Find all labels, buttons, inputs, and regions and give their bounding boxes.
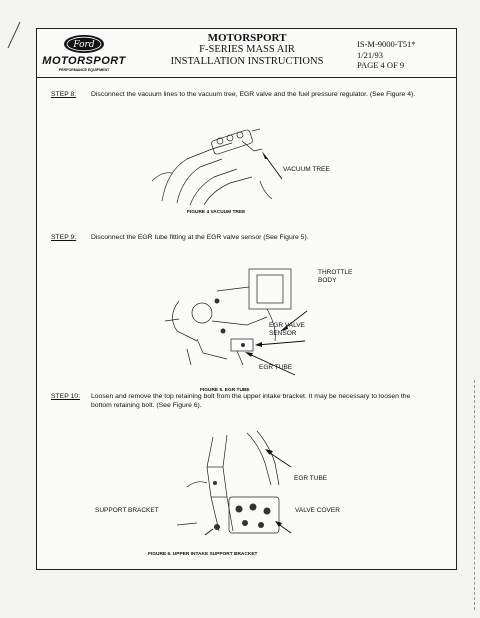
svg-text:MOTORSPORT: MOTORSPORT <box>42 55 126 67</box>
callout-vacuum-tree: VACUUM TREE <box>283 166 330 173</box>
doc-date: 1/21/93 <box>357 49 383 60</box>
title-line-2: F-SERIES MASS AIR <box>199 44 295 55</box>
title-line-3: INSTALLATION INSTRUCTIONS <box>170 56 324 67</box>
margin-mark <box>4 20 24 50</box>
step-text: Loosen and remove the top retaining bolt from the upper intake bracket. It may be necessary to loosen the bottom retaining bolt. (See Figure 6). <box>91 393 411 409</box>
callout-egr-valve-sensor: EGR VALVE SENSOR <box>269 322 305 337</box>
callout-egr-tube: EGR TUBE <box>259 364 293 371</box>
doc-number: IS-M-9000-T51* <box>357 39 416 49</box>
step-label: STEP 9: <box>51 234 77 241</box>
svg-text:PERFORMANCE EQUIPMENT: PERFORMANCE EQUIPMENT <box>58 68 110 72</box>
document-frame <box>36 28 457 570</box>
step-9 <box>51 234 441 244</box>
callout-support-bracket: SUPPORT BRACKET <box>95 507 159 514</box>
step-label: STEP 8: <box>51 91 77 98</box>
figure-5-caption: FIGURE 5. EGR TUBE <box>200 388 250 393</box>
step-text: Disconnect the vacuum lines to the vacuum tree, EGR valve and the fuel pressure regulator. (See Figure 4). <box>91 91 416 98</box>
figure-6-caption: FIGURE 6. UPPER INTAKE SUPPORT BRACKET <box>148 552 258 557</box>
edge-marks <box>474 380 478 610</box>
step-8 <box>51 91 441 111</box>
title-line-1: MOTORSPORT <box>207 32 287 44</box>
figure-4-drawing <box>142 121 322 207</box>
callout-throttle-body: THROTTLE BODY <box>318 269 353 284</box>
ford-motorsport-logo <box>41 33 127 77</box>
step-label: STEP 10: <box>51 393 80 400</box>
document-header <box>37 29 456 78</box>
svg-text:Ford: Ford <box>73 40 95 50</box>
figure-4-caption: FIGURE 4 VACUUM TREE <box>187 210 246 215</box>
callout-valve-cover: VALVE COVER <box>295 507 340 514</box>
figure-5-drawing <box>157 261 327 379</box>
page-number: PAGE 4 OF 9 <box>357 60 405 70</box>
callout-egr-tube-fig6: EGR TUBE <box>294 475 328 482</box>
figure-6-drawing <box>167 427 317 545</box>
document-info <box>357 39 416 71</box>
document-title <box>147 32 347 68</box>
step-text: Disconnect the EGR tube fitting at the EGR valve sensor (See Figure 5). <box>91 234 309 241</box>
step-10 <box>51 393 446 413</box>
